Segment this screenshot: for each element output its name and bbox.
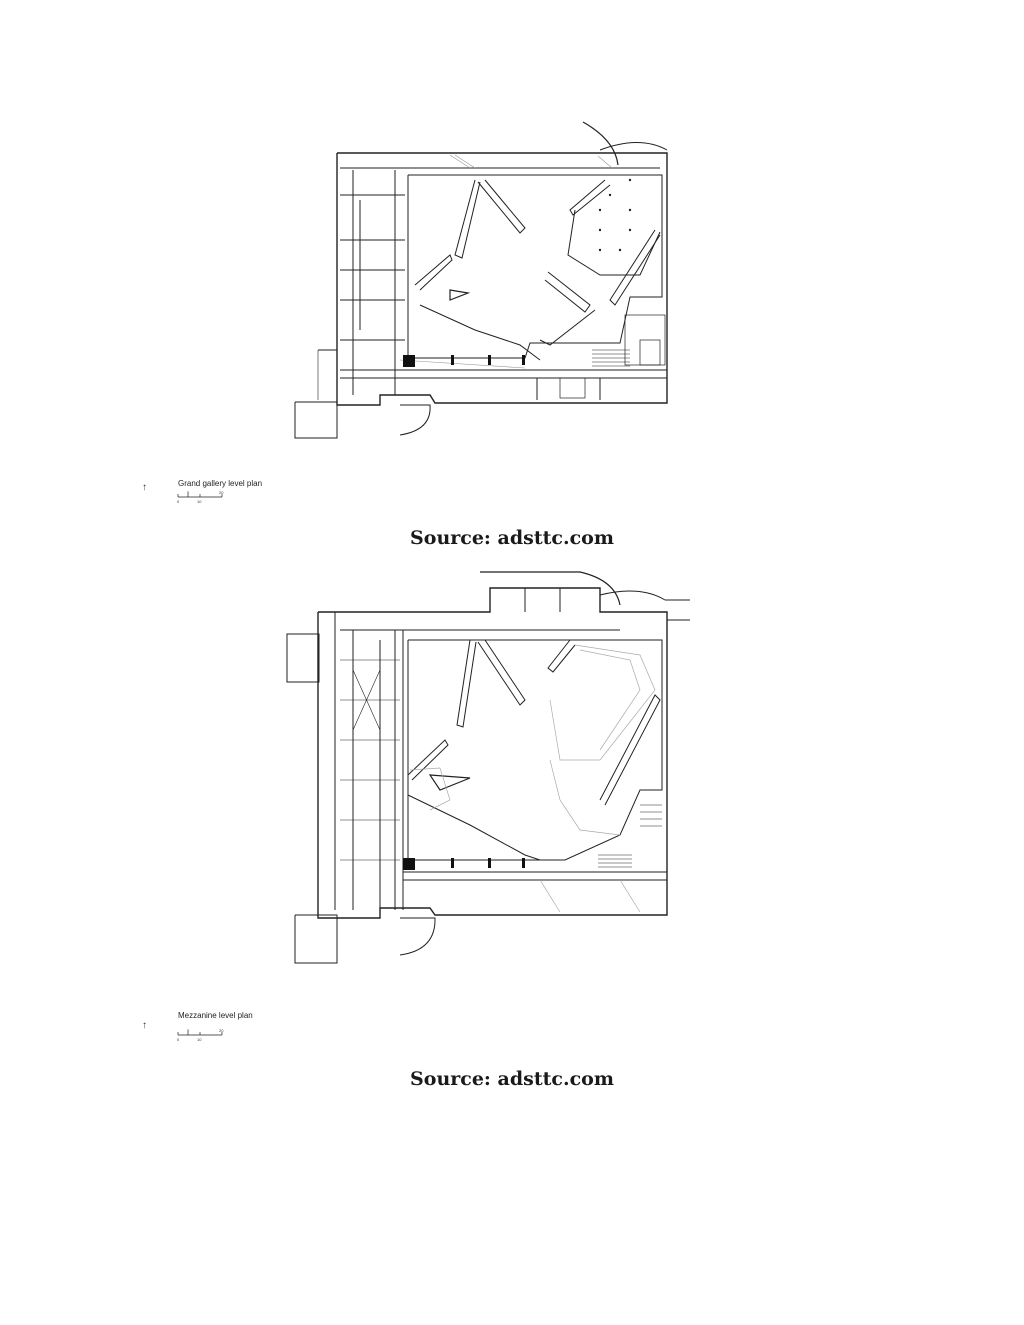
north-arrow-icon: ↑ xyxy=(142,1020,147,1031)
scale-tick-20: 20 xyxy=(219,1028,224,1033)
scale-tick-0: 0 xyxy=(177,1037,180,1042)
scale-tick-5: 5 xyxy=(187,490,190,495)
source-caption: Source: adsttc.com xyxy=(410,1068,614,1090)
scale-tick-10: 10 xyxy=(197,499,202,504)
scale-tick-10: 10 xyxy=(197,1037,202,1042)
floor-plan-mezzanine xyxy=(0,560,1024,1100)
plan-label: Grand gallery level plan xyxy=(178,479,263,488)
scale-tick-0: 0 xyxy=(177,499,180,504)
floor-plan-grand-gallery xyxy=(0,0,1024,560)
figure-grand-gallery xyxy=(0,0,1024,560)
scale-bar xyxy=(178,1032,222,1035)
north-arrow-icon: ↑ xyxy=(142,482,147,493)
scale-tick-5: 5 xyxy=(187,1028,190,1033)
source-caption: Source: adsttc.com xyxy=(410,527,614,549)
figure-mezzanine xyxy=(0,560,1024,1100)
scale-tick-20: 20 xyxy=(219,490,224,495)
scale-bar xyxy=(178,494,222,497)
plan-label: Mezzanine level plan xyxy=(178,1011,253,1020)
